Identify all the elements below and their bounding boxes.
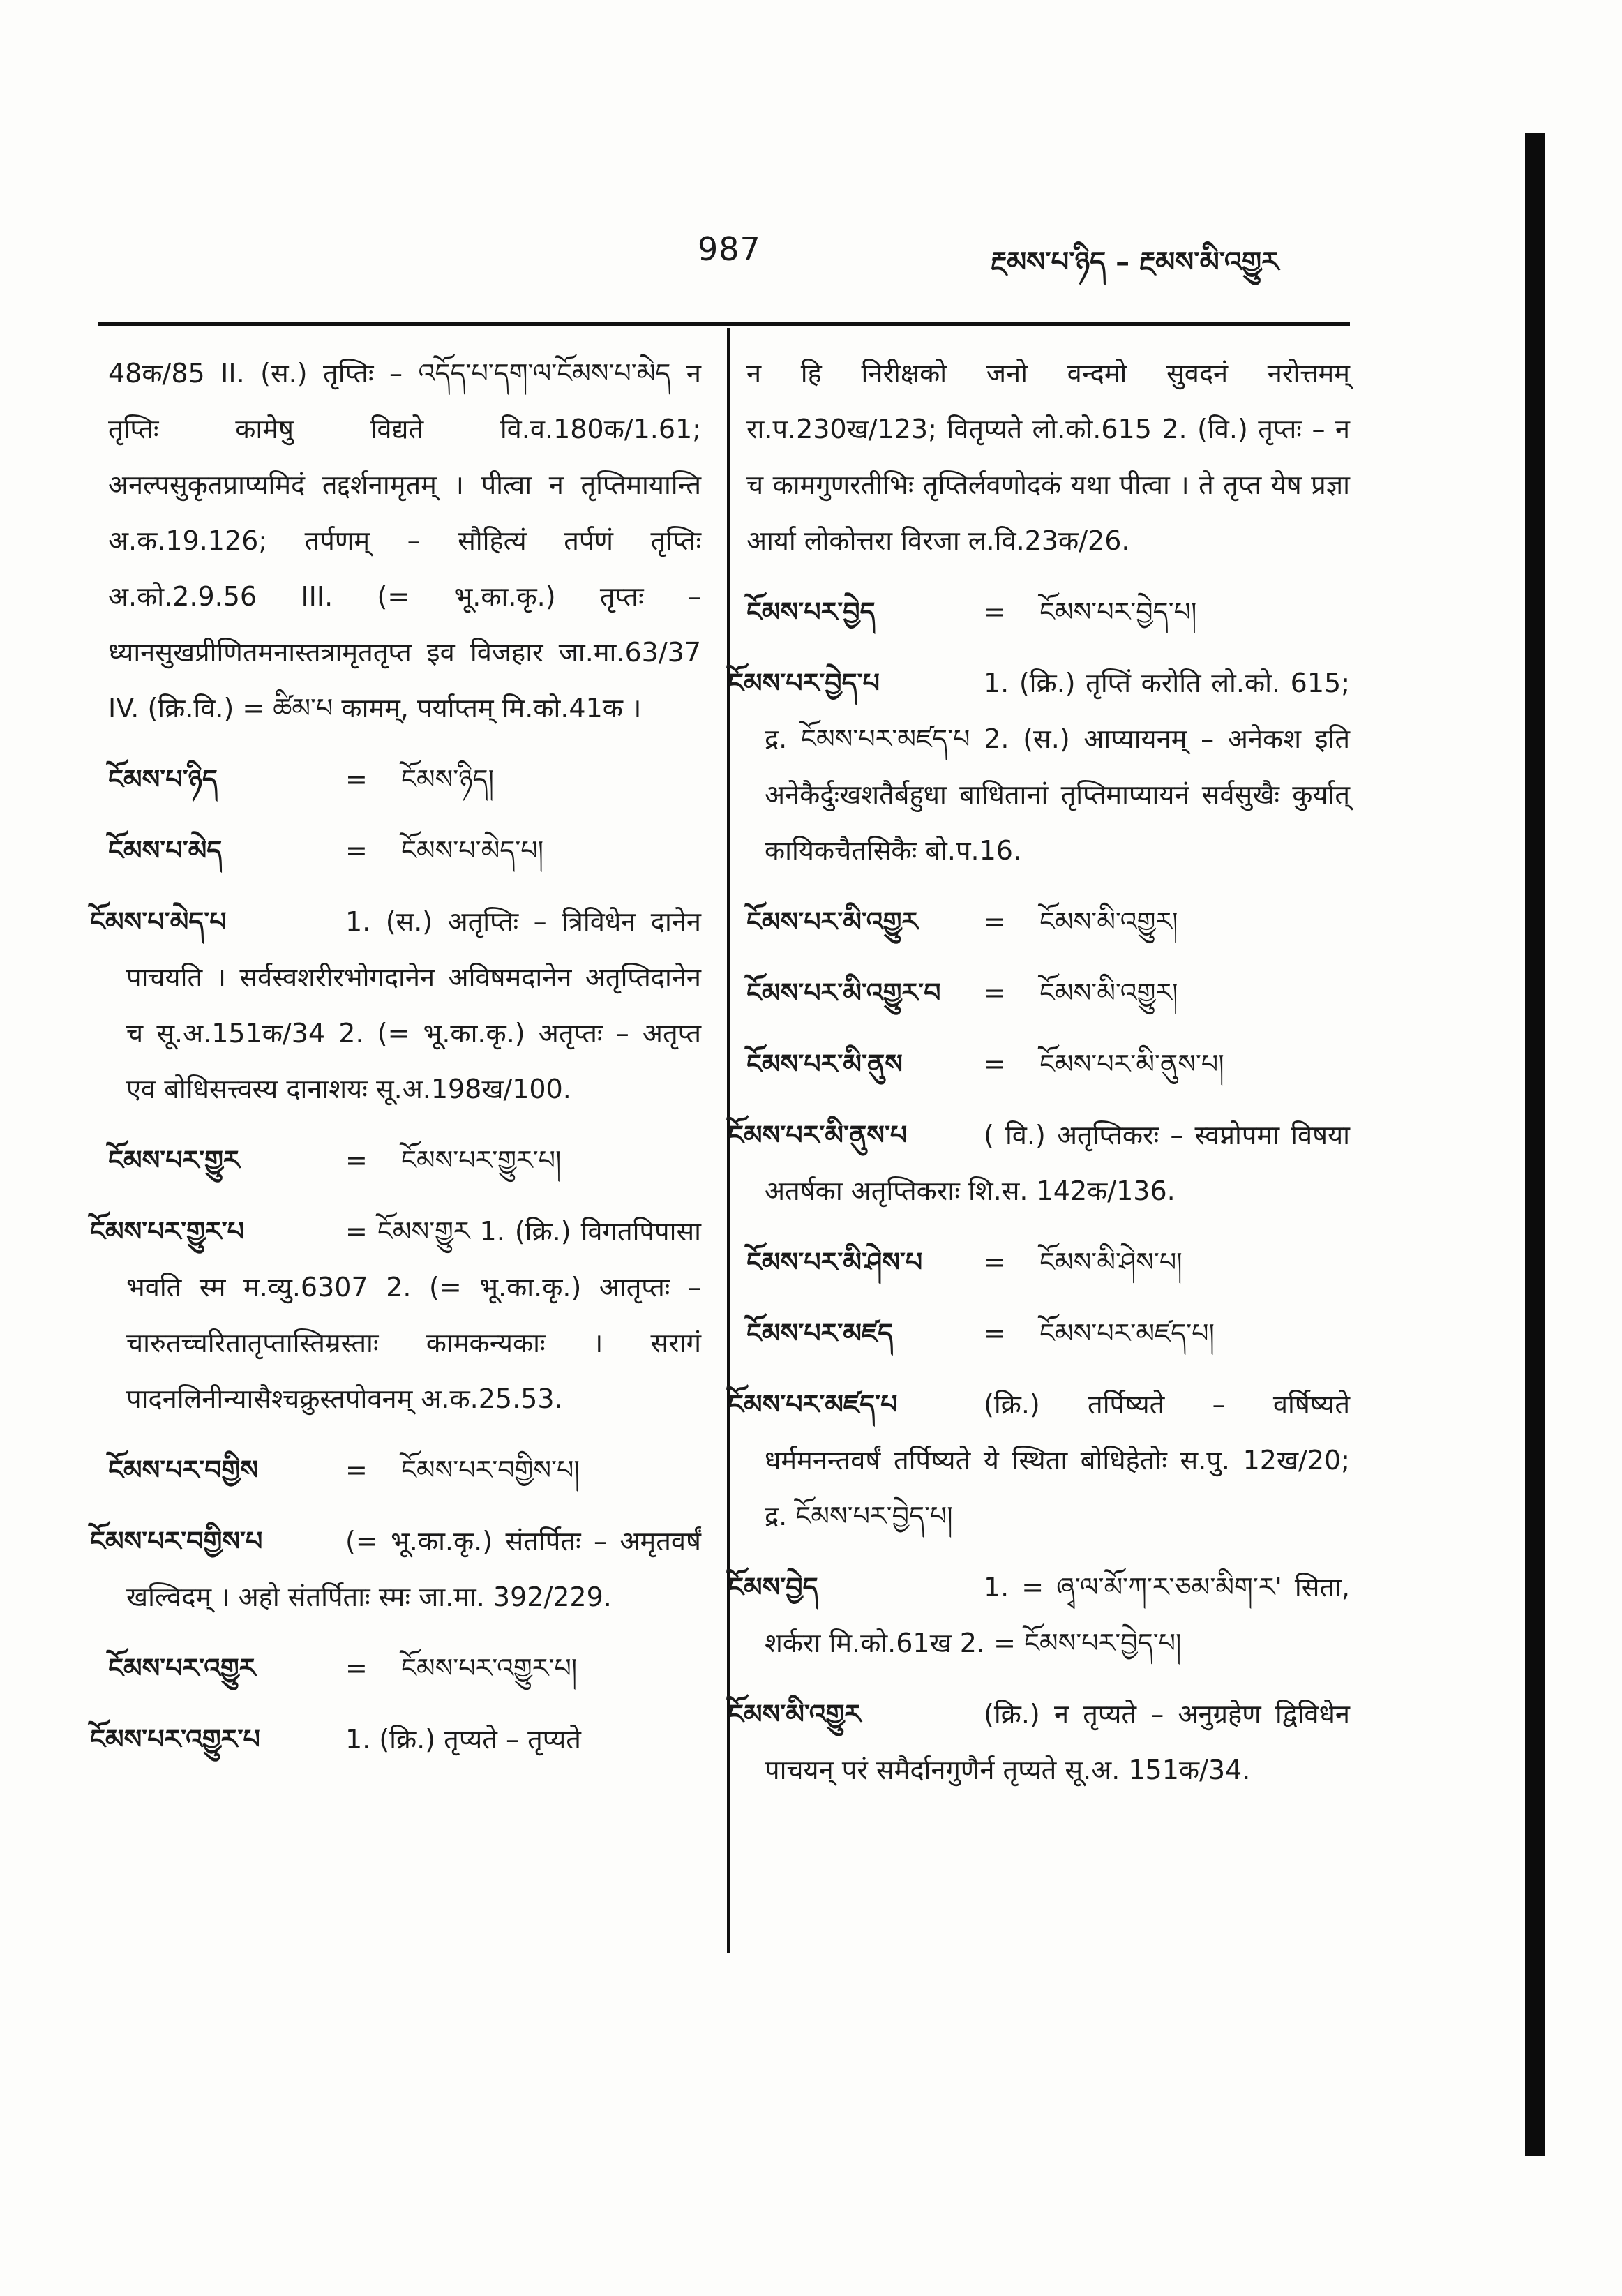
entry-definition: ( वि.) अतृप्तिकरः – स्वप्नोपमा विषया अतर्षका अतृप्तिकराः शि.स. 142क/136.: [765, 1120, 1350, 1206]
cross-reference-target: ངོམས་པར་འགྱུར་པ།: [401, 1653, 578, 1683]
equals-sign: =: [984, 977, 1006, 1008]
headword: ངོམས་བྱེད: [728, 1572, 818, 1603]
header-rule: [98, 322, 1350, 326]
equals-sign: =: [345, 1145, 368, 1176]
headword: ངོམས་པར་བགྱིས: [108, 1455, 259, 1485]
cross-reference-target: ངོམས་མི་ཤེས་པ།: [1039, 1247, 1182, 1277]
cross-reference-entry: [746, 1234, 1350, 1290]
scan-edge-bar: [1525, 133, 1545, 2156]
headword: ངོམས་པར་མཛད་པ: [728, 1389, 898, 1420]
entry-continuation: [746, 345, 1350, 569]
equals-sign: =: [984, 1318, 1006, 1349]
cross-reference-target: ངོམས་མི་འགྱུར།: [1039, 977, 1178, 1008]
cross-reference-entry: [108, 751, 701, 807]
cross-reference-entry: [108, 1640, 701, 1696]
dictionary-entry: [90, 1203, 701, 1427]
equals-sign: =: [984, 596, 1006, 627]
headword: ངོམས་པ་མེད: [108, 835, 223, 866]
headword: ངོམས་པར་བྱེད: [746, 596, 876, 627]
entry-definition: 1. (क्रि.) तृप्यते – तृप्यते: [345, 1724, 581, 1755]
dictionary-entry: [90, 894, 701, 1117]
headword: ངོམས་པར་མི་འགྱུར: [746, 906, 919, 937]
entry-definition: 1. (क्रि.) तृप्तिं करोति लो.को. 615; द्र. ངོམས་པར་མཛད་པ 2. (स.) आप्यायनम् – अनेकश इति अनेकैर्दुःखशतैर्बहुधा बाधितानां तृप्तिमाप्यायनं सर्वसुखैः कुर्यात् कायिकचैतसिकैः बो.प.16.: [765, 668, 1350, 866]
headword: ངོམས་པར་མི་ཤེས་པ: [746, 1247, 923, 1277]
headword: ངོམས་པར་མི་ནུས: [746, 1049, 903, 1079]
page-number: 987: [698, 230, 761, 268]
cross-reference-entry: [108, 823, 701, 878]
headword: ངོམས་པ་ཉིད: [108, 764, 218, 795]
headword: ངོམས་མི་འགྱུར: [728, 1699, 862, 1729]
dictionary-entry: [90, 1513, 701, 1625]
headword: ངོམས་པ་མེད་པ: [90, 906, 227, 937]
cross-reference-target: ངོམས་མི་འགྱུར།: [1039, 906, 1178, 937]
headword: ངོམས་པར་བགྱིས་པ: [90, 1526, 263, 1556]
running-head: རྔམས་པ་ཉིད – རྔམས་མི་འགྱུར: [991, 246, 1279, 278]
headword: ངོམས་པར་གྱུར: [108, 1145, 240, 1176]
cross-reference-target: ངོམས་པར་མཛད་པ།: [1039, 1318, 1215, 1349]
cross-reference-target: ངོམས་པར་གྱུར་པ།: [401, 1145, 562, 1176]
equals-sign: =: [345, 764, 368, 795]
dictionary-entry: [728, 1686, 1350, 1798]
cross-reference-target: ངོམས་ཉིད།: [401, 764, 495, 795]
cross-reference-entry: [746, 894, 1350, 950]
cross-reference-entry: [108, 1132, 701, 1188]
entry-continuation: [108, 345, 701, 736]
cross-reference-entry: [746, 965, 1350, 1021]
entry-definition: 48क/85 II. (स.) तृप्तिः – འདོད་པ་དག་ལ་ངོམས་པ་མེད न तृप्तिः कामेषु विद्यते वि.व.180क/1.61; अनल्पसुकृतप्राप्यमिदं तद्दर्शनामृतम् । पीत्वा न तृप्तिमायान्ति अ.क.19.126; तर्पणम् – सौहित्यं तर्पणं तृप्तिः अ.को.2.9.56 III. (= भू.का.कृ.) तृप्तः – ध्यानसुखप्रीणितमनास्तत्रामृततृप्त इव विजहार जा.मा.63/37 IV. (क्रि.वि.) = ཚིམ་པ कामम्, पर्याप्तम् मि.को.41क ।: [108, 358, 701, 723]
headword: ངོམས་པར་འགྱུར་པ: [90, 1724, 260, 1755]
cross-reference-target: ངོམས་པར་མི་ནུས་པ།: [1039, 1049, 1224, 1079]
equals-sign: =: [984, 906, 1006, 937]
equals-sign: =: [984, 1049, 1006, 1079]
headword: ངོམས་པར་མཛད: [746, 1318, 894, 1349]
entry-definition: न हि निरीक्षको जनो वन्दमो सुवदनं नरोत्तमम् रा.प.230ख/123; वितृप्यते लो.को.615 2. (वि.) तृप्तः – न च कामगुणरतीभिः तृप्तिर्लवणोदकं यथा पीत्वा । ते तृप्त येष प्रज्ञा आर्या लोकोत्तरा विरजा ल.वि.23क/26.: [746, 358, 1350, 556]
headword: ངོམས་པར་མི་འགྱུར་བ: [746, 977, 941, 1008]
equals-sign: =: [345, 835, 368, 866]
cross-reference-target: ངོམས་པ་མེད་པ།: [401, 835, 544, 866]
cross-reference-entry: [746, 1305, 1350, 1361]
dictionary-entry: [728, 1559, 1350, 1671]
headword: ངོམས་པར་འགྱུར: [108, 1653, 256, 1683]
equals-sign: =: [345, 1653, 368, 1683]
entry-definition: = ངོམས་གྱུར 1. (क्रि.) विगतपिपासा भवति स्म म.व्यु.6307 2. (= भू.का.कृ.) आतृप्तः – चारुतच्चरितातृप्तास्तिम्रस्ताः कामकन्यकाः । सरागं पादनलिनीन्यासैश्चक्रुस्तपोवनम् अ.क.25.53.: [126, 1216, 701, 1414]
entry-definition: 1. = ཞྭ་ལ་མོ་ཀ་ར་ཅམ་མིག་ར' सिता, शर्करा मि.को.61ख 2. = ངོམས་པར་བྱེད་པ།: [765, 1572, 1350, 1658]
headword: ངོམས་པར་མི་ནུས་པ: [728, 1120, 908, 1150]
headword: ངོམས་པར་གྱུར་པ: [90, 1216, 245, 1247]
headword: ངོམས་པར་བྱེད་པ: [728, 668, 880, 698]
entry-definition: (क्रि.) तर्पिष्यते – वर्षिष्यते धर्ममनन्तवर्षं तर्पिष्यते ये स्थिता बोधिहेतोः स.पु. 12ख/20; द्र. ངོམས་པར་བྱེད་པ།: [765, 1389, 1350, 1531]
cross-reference-entry: [746, 584, 1350, 640]
cross-reference-target: ངོམས་པར་བགྱིས་པ།: [401, 1455, 580, 1485]
cross-reference-entry: [108, 1442, 701, 1498]
entry-definition: 1. (स.) अतृप्तिः – त्रिविधेन दानेन पाचयति । सर्वस्वशरीरभोगदानेन अविषमदानेन अतृप्तिदानेन च सू.अ.151क/34 2. (= भू.का.कृ.) अतृप्तः – अतृप्त एव बोधिसत्त्वस्य दानाशयः सू.अ.198ख/100.: [126, 906, 701, 1104]
entry-definition: (= भू.का.कृ.) संतर्पितः – अमृतवर्षं खल्विदम् । अहो संतर्पिताः स्मः जा.मा. 392/229.: [126, 1526, 701, 1612]
equals-sign: =: [984, 1247, 1006, 1277]
right-column: [728, 345, 1350, 1813]
dictionary-entry: [728, 1376, 1350, 1544]
dictionary-entry: [90, 1711, 701, 1767]
left-column: [90, 345, 701, 1783]
dictionary-entry: [728, 1107, 1350, 1219]
cross-reference-entry: [746, 1036, 1350, 1092]
equals-sign: =: [345, 1455, 368, 1485]
dictionary-entry: [728, 655, 1350, 878]
entry-definition: (क्रि.) न तृप्यते – अनुग्रहेण द्विविधेन पाचयन् परं समैर्दानगुणैर्न तृप्यते सू.अ. 151क/34.: [765, 1699, 1350, 1785]
cross-reference-target: ངོམས་པར་བྱེད་པ།: [1039, 596, 1197, 627]
